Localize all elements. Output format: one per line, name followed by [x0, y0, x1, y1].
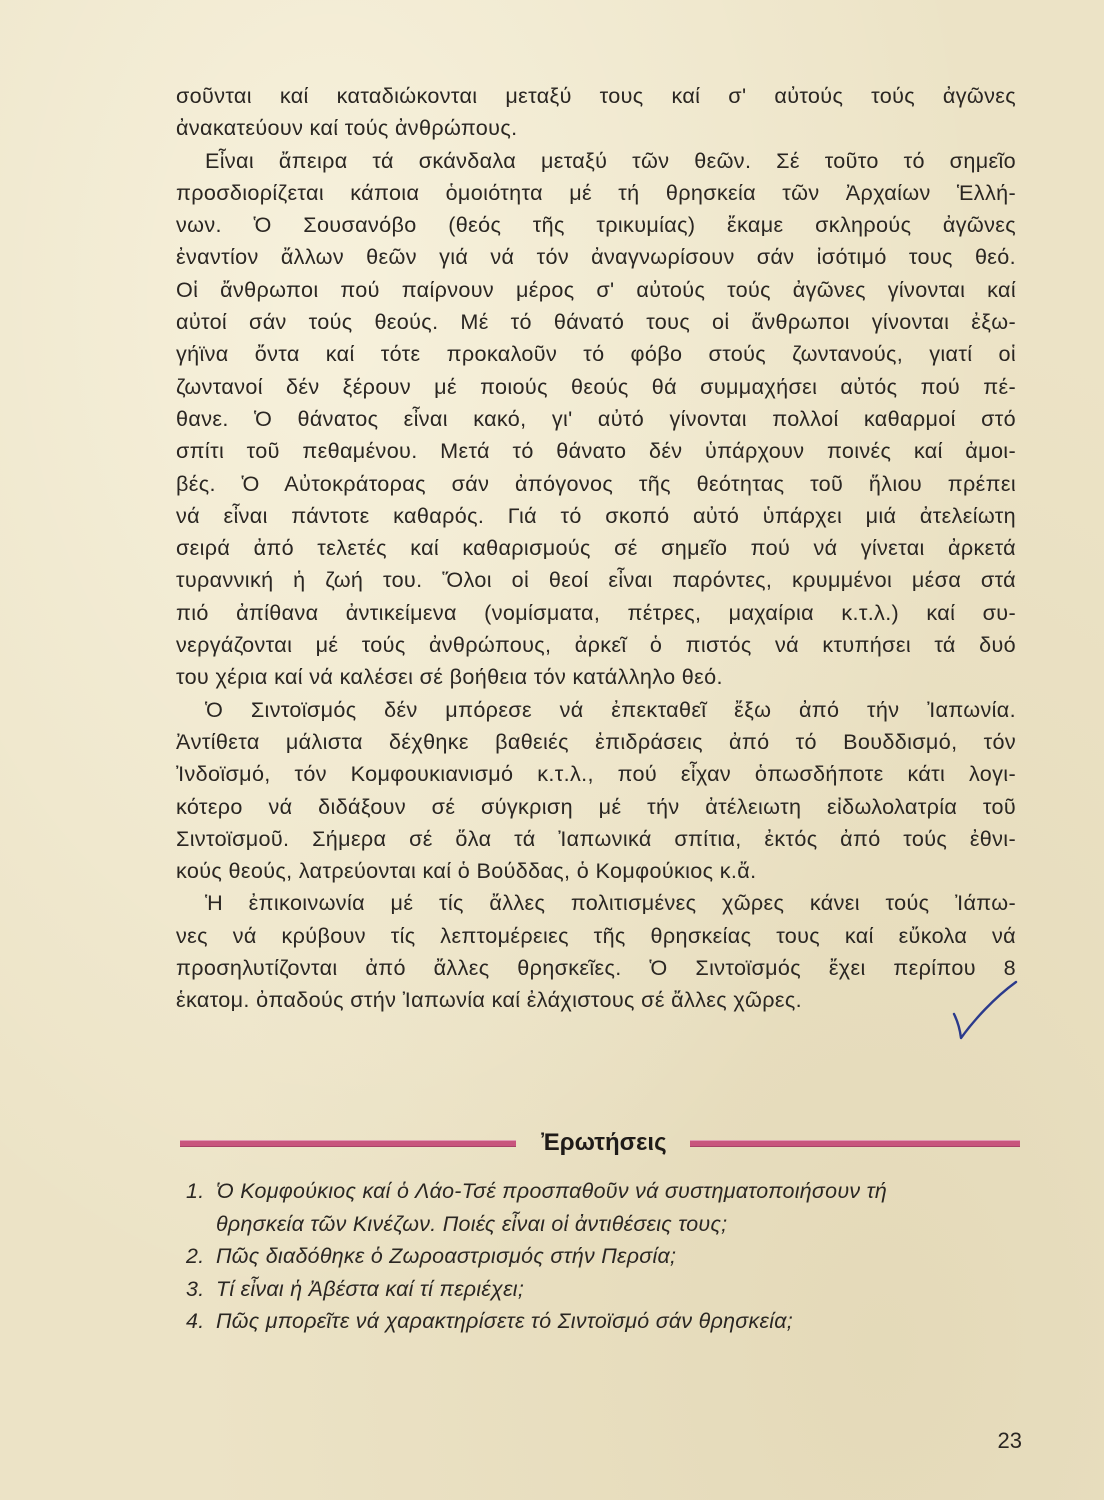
text-line: ζωντανοί δέν ξέρουν μέ ποιούς θεούς θά συμμαχήσει αὐτός πού πέ-	[176, 373, 1016, 399]
question-item	[186, 1240, 1020, 1273]
text-line: σπίτι τοῦ πεθαμένου. Μετά τό θάνατο δέν ὑπάρχουν ποινές καί ἀμοι-	[176, 438, 1016, 464]
question-text: Τί εἶναι ἡ Ἀβέστα καί τί περιέχει;	[216, 1276, 525, 1301]
text-line: κότερο νά διδάξουν σέ σύγκριση μέ τήν ἀτέλειωτη εἰδωλολατρία τοῦ	[176, 793, 1016, 819]
question-number: 1.	[186, 1179, 205, 1203]
text-line: Ἀντίθετα μάλιστα δέχθηκε βαθειές ἐπιδράσεις ἀπό τό Βουδδισμό, τόν	[176, 728, 1016, 754]
text-line: προσδιορίζεται κάποια ὁμοιότητα μέ τή θρησκεία τῶν Ἀρχαίων Ἑλλή-	[176, 179, 1016, 205]
text-line: Ἰνδοϊσμό, τόν Κομφουκιανισμό κ.τ.λ., πού εἶχαν ὁπωσδήποτε κάτι λογι-	[176, 761, 1016, 787]
header-rule-right	[690, 1140, 1020, 1147]
text-line: σειρά ἀπό τελετές καί καθαρισμούς σέ σημεῖο πού νά γίνεται ἀρκετά	[176, 535, 1016, 561]
text-line: αὐτοί σάν τούς θεούς. Μέ τό θάνατό τους οἱ ἄνθρωποι γίνονται ἐξω-	[176, 309, 1016, 335]
text-line: σοῦνται καί καταδιώκονται μεταξύ τους καί σ' αὐτούς τούς ἀγῶνες	[176, 83, 1016, 108]
text-line: νων. Ὁ Σουσανόβο (θεός τῆς τρικυμίας) ἔκαμε σκληρούς ἀγῶνες	[176, 212, 1016, 238]
text-line: Ὁ Σιντοϊσμός δέν μπόρεσε νά ἐπεκταθεῖ ἔξω ἀπό τήν Ἰαπωνία.	[205, 696, 1016, 722]
handwritten-check-icon	[950, 980, 1020, 1042]
text-line: γήϊνα ὄντα καί τότε προκαλοῦν τό φόβο στούς ζωντανούς, γιατί οἱ	[176, 341, 1016, 367]
text-line: ἀνακατεύουν καί τούς ἀνθρώπους.	[176, 115, 518, 141]
question-text-continued: θρησκεία τῶν Κινέζων. Ποιές εἶναι οἱ ἀντιθέσεις τους;	[216, 1211, 728, 1236]
questions-list	[186, 1175, 1020, 1338]
question-item	[186, 1175, 1020, 1208]
text-line: θανε. Ὁ θάνατος εἶναι κακό, γι' αὐτό γίνονται πολλοί καθαρμοί στό	[176, 405, 1016, 431]
text-line: νεργάζονται μέ τούς ἀνθρώπους, ἀρκεῖ ὁ πιστός νά κτυπήσει τά δυό	[176, 632, 1016, 658]
question-text: Πῶς μπορεῖτε νά χαρακτηρίσετε τό Σιντοϊσμό σάν θρησκεία;	[216, 1309, 793, 1334]
question-number: 2.	[186, 1244, 205, 1269]
question-item	[186, 1305, 1020, 1338]
question-item	[186, 1273, 1020, 1306]
question-number: 4.	[186, 1309, 205, 1334]
question-text: Ὁ Κομφούκιος καί ὁ Λάο-Τσέ προσπαθοῦν νά συστηματοποιήσουν τή	[216, 1179, 888, 1203]
page-number: 23	[997, 1428, 1022, 1453]
text-line: νες νά κρύβουν τίς λεπτομέρειες τῆς θρησκείας τους καί εὔκολα νά	[176, 922, 1016, 948]
text-line: Σιντοϊσμοῦ. Σήμερα σέ ὅλα τά Ἰαπωνικά σπίτια, ἐκτός ἀπό τούς ἐθνι-	[176, 825, 1016, 851]
text-line: προσηλυτίζονται ἀπό ἄλλες θρησκεῖες. Ὁ Σιντοϊσμός ἔχει περίπου 8	[176, 955, 1016, 981]
body-text	[176, 80, 1016, 1017]
question-text: Πῶς διαδόθηκε ὁ Ζωροαστρισμός στήν Περσία;	[216, 1244, 677, 1269]
header-rule-left	[180, 1140, 516, 1147]
questions-title: Ἐρωτήσεις	[541, 1129, 667, 1156]
text-line: βές. Ὁ Αὐτοκράτορας σάν ἀπόγονος τῆς θεότητας τοῦ ἥλιου πρέπει	[176, 470, 1016, 496]
text-line: ἑκατομ. ὀπαδούς στήν Ἰαπωνία καί ἐλάχιστους σέ ἄλλες χῶρες.	[176, 987, 802, 1013]
text-line: Οἱ ἄνθρωποι πού παίρνουν μέρος σ' αὐτούς τούς ἀγῶνες γίνονται καί	[176, 276, 1016, 302]
text-line: Εἶναι ἄπειρα τά σκάνδαλα μεταξύ τῶν θεῶν. Σέ τοῦτο τό σημεῖο	[205, 147, 1016, 173]
questions-header	[180, 1125, 1020, 1161]
text-line: τυραννική ἡ ζωή του. Ὅλοι οἱ θεοί εἶναι παρόντες, κρυμμένοι μέσα στά	[176, 567, 1016, 593]
text-line: Ἡ ἐπικοινωνία μέ τίς ἄλλες πολιτισμένες χῶρες κάνει τούς Ἰάπω-	[205, 890, 1016, 916]
text-line: πιό ἀπίθανα ἀντικείμενα (νομίσματα, πέτρες, μαχαίρια κ.τ.λ.) καί συ-	[176, 599, 1016, 625]
text-line: κούς θεούς, λατρεύονται καί ὁ Βούδδας, ὁ Κομφούκιος κ.ἄ.	[176, 858, 757, 884]
text-line: ἐναντίον ἄλλων θεῶν γιά νά τόν ἀναγνωρίσουν σάν ἰσότιμό τους θεό.	[176, 244, 1016, 270]
text-line: του χέρια καί νά καλέσει σέ βοήθεια τόν κατάλληλο θεό.	[176, 664, 723, 690]
text-line: νά εἶναι πάντοτε καθαρός. Γιά τό σκοπό αὐτό ὑπάρχει μιά ἀτελείωτη	[176, 502, 1016, 528]
question-number: 3.	[186, 1276, 205, 1301]
